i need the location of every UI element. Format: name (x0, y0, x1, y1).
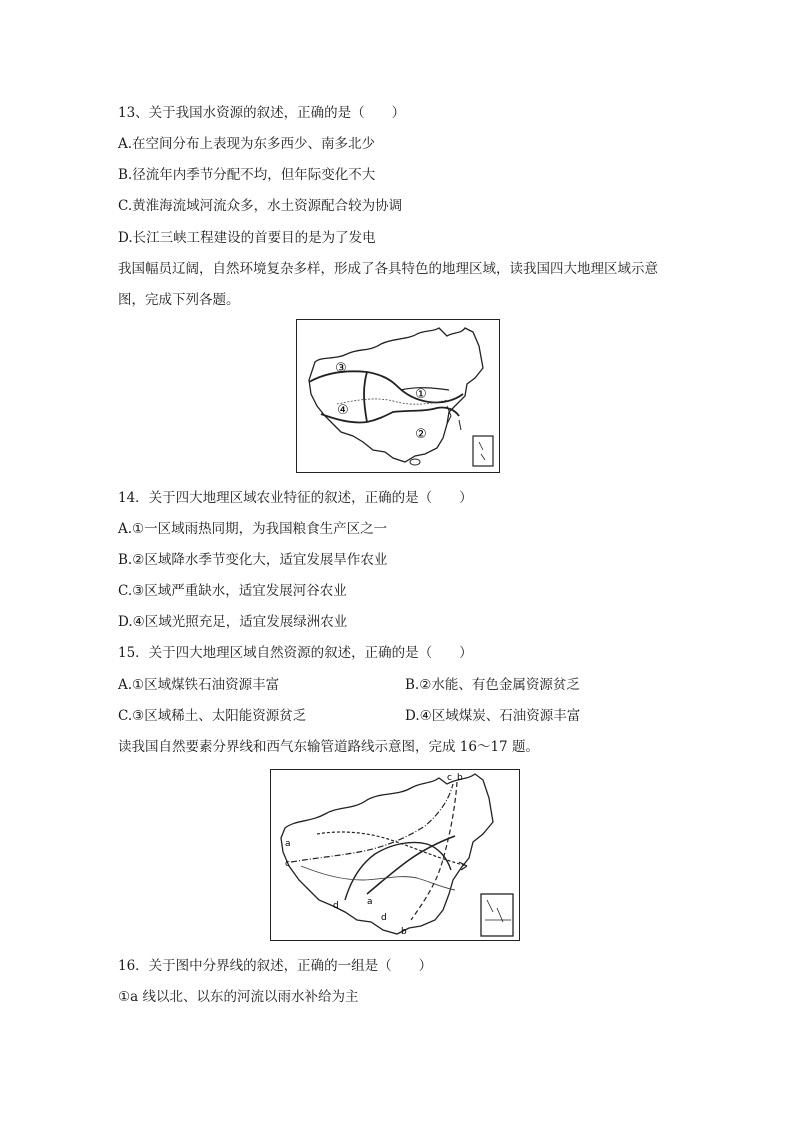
q14-stem: 14．关于四大地理区域农业特征的叙述，正确的是（ ） (118, 490, 473, 506)
line-label-b-bottom: b (401, 927, 407, 937)
region-label-2: ② (415, 427, 427, 442)
q15-option-c: C.③区域稀土、太阳能资源贫乏 (118, 708, 307, 724)
region-label-4: ④ (337, 403, 349, 418)
line-label-b-top: b (457, 773, 463, 783)
line-label-a-bottom: a (367, 897, 373, 907)
region-label-3: ③ (335, 361, 347, 376)
q13-option-d: D.长江三峡工程建设的首要目的是为了发电 (118, 230, 376, 246)
q15-option-a: A.①区域煤铁石油资源丰富 (118, 677, 280, 693)
q13-option-a: A.在空间分布上表现为东多西少、南多北少 (118, 136, 376, 152)
china-regions-map (296, 319, 500, 473)
q15-option-b: B.②水能、有色金属资源贫乏 (405, 677, 580, 693)
line-label-d-bottom: d (333, 901, 339, 911)
q14-option-c: C.③区域严重缺水，适宜发展河谷农业 (118, 583, 347, 599)
q16-item-1: ①a 线以北、以东的河流以雨水补给为主 (118, 989, 359, 1005)
q16-stem: 16．关于图中分界线的叙述，正确的一组是（ ） (118, 958, 433, 974)
q13-stem: 13、关于我国水资源的叙述，正确的是（ ） (118, 105, 406, 121)
q14-option-b: B.②区域降水季节变化大，适宜发展旱作农业 (118, 552, 388, 568)
line-label-d-right: d (381, 913, 387, 923)
line-label-c-top: c (447, 773, 452, 783)
line-label-a-left: a (285, 839, 291, 849)
q13-option-c: C.黄淮海流域河流众多，水土资源配合较为协调 (118, 198, 403, 214)
region-label-1: ① (415, 387, 427, 402)
q15-stem: 15．关于四大地理区域自然资源的叙述，正确的是（ ） (118, 645, 473, 661)
intro-regions-line2: 图，完成下列各题。 (118, 292, 240, 308)
q14-option-d: D.④区域光照充足，适宜发展绿洲农业 (118, 614, 348, 630)
intro-regions-line1: 我国幅员辽阔，自然环境复杂多样，形成了各具特色的地理区域，读我国四大地理区域示意 (118, 261, 658, 277)
boundary-pipeline-map (270, 769, 520, 941)
intro-pipeline: 读我国自然要素分界线和西气东输管道路线示意图，完成 16～17 题。 (118, 739, 539, 755)
q15-option-d: D.④区域煤炭、石油资源丰富 (405, 708, 581, 724)
line-label-c-left: c (285, 859, 290, 869)
q14-option-a: A.①一区域雨热同期，为我国粮食生产区之一 (118, 521, 388, 537)
q13-option-b: B.径流年内季节分配不均，但年际变化不大 (118, 167, 376, 183)
